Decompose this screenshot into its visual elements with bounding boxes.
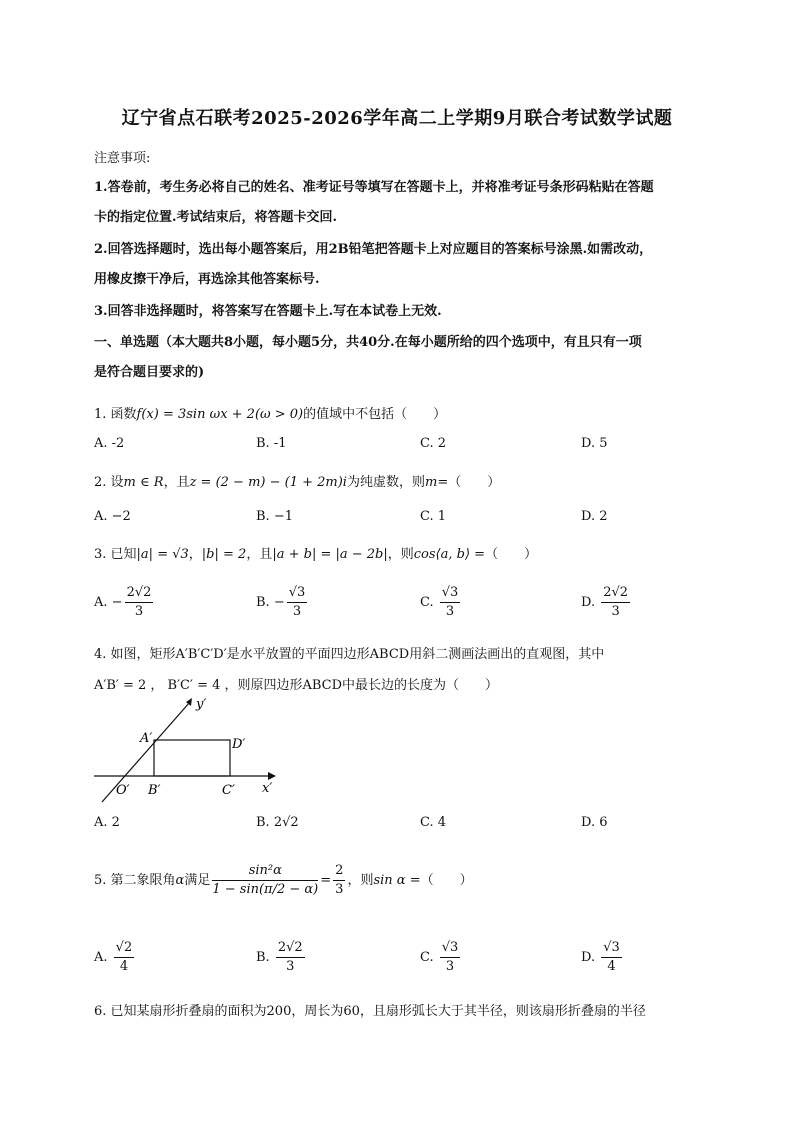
q1-option-c: C. 2 [420, 436, 447, 451]
notice-item-1: 1.答卷前，考生务必将自己的姓名、准考证号等填写在答题卡上，并将准考证号条形码粘贴在答题 [94, 180, 654, 195]
question-3: 3. 已知|a| = √3，|b| = 2，且|a + b| = |a − 2b|，则cos⟨a, b⟩ =（ ） [94, 547, 538, 562]
notice-heading: 注意事项: [94, 151, 151, 166]
rectangle-abcd [154, 740, 230, 776]
q4-option-a: A. 2 [94, 815, 120, 830]
x-label: x′ [262, 781, 273, 796]
q3-option-d: D. $\frac{2√2}{3}$ [581, 585, 629, 619]
notice-item-3: 3.回答非选择题时，将答案写在答题卡上.写在本试卷上无效. [94, 304, 442, 319]
q5-option-b: B. $\frac{2√2}{3}$ [256, 940, 303, 974]
q1-option-d: D. 5 [581, 436, 608, 451]
q5-option-d: D. $\frac{√3}{4}$ [581, 940, 620, 974]
x-axis-arrow [268, 772, 276, 780]
question-6: 6. 已知某扇形折叠扇的面积为200，周长为60，且扇形弧长大于其半径，则该扇形折叠扇的半径 [94, 1004, 646, 1019]
b-label: B′ [148, 783, 161, 798]
q3-option-c: C. $\frac{√3}{3}$ [420, 585, 459, 619]
q1-option-a: A. -2 [94, 436, 125, 451]
q2-option-a: A. −2 [94, 509, 131, 524]
question-2: 2. 设m ∈ R，且z = (2 − m) − (1 + 2m)i为纯虚数，则m=（ ） [94, 475, 501, 490]
notice-item-2-cont: 用橡皮擦干净后，再选涂其他答案标号. [94, 272, 320, 287]
q2-option-d: D. 2 [581, 509, 608, 524]
q4-option-b: B. 2√2 [256, 815, 299, 830]
question-4-cont: A′B′ = 2 ， B′C′ = 4 ，则原四边形ABCD中最长边的长度为（ ） [94, 678, 499, 693]
section-heading: 一、单选题（本大题共8小题，每小题5分，共40分.在每小题所给的四个选项中，有且只有一项 [94, 335, 642, 350]
o-label: O′ [116, 783, 130, 798]
q5-option-a: A. $\frac{√2}{4}$ [94, 940, 133, 974]
q4-option-c: C. 4 [420, 815, 447, 830]
q1-option-b: B. -1 [256, 436, 287, 451]
oblique-projection-figure [90, 696, 280, 806]
section-heading-cont: 是符合题目要求的) [94, 365, 205, 380]
q1-formula: f(x) = 3sin ωx + 2(ω > 0) [136, 407, 304, 422]
q2-option-c: C. 1 [420, 509, 447, 524]
y-label: y′ [196, 697, 207, 712]
notice-item-1-cont: 卡的指定位置.考试结束后，将答题卡交回. [94, 210, 338, 225]
d-label: D′ [232, 737, 246, 752]
question-5: 5. 第二象限角α满足 $\frac{\text{sin²α}}{1 - \sin(\pi/2 - \alpha)}$ = $\frac{2}{3}$ ，则sin α =（ ） [94, 863, 473, 897]
question-4: 4. 如图，矩形A′B′C′D′是水平放置的平面四边形ABCD用斜二测画法画出的直观图，其中 [94, 647, 605, 662]
a-label: A′ [140, 731, 153, 746]
q5-option-c: C. $\frac{√3}{3}$ [420, 940, 459, 974]
notice-item-2: 2.回答选择题时，选出每小题答案后，用2B铅笔把答题卡上对应题目的答案标号涂黑.如需改动， [94, 242, 653, 257]
q2-option-b: B. −1 [256, 509, 293, 524]
c-label: C′ [222, 783, 235, 798]
q4-option-d: D. 6 [581, 815, 608, 830]
q3-option-a: A. − $\frac{2√2}{3}$ [94, 585, 152, 619]
page-title: 辽宁省点石联考2025-2026学年高二上学期9月联合考试数学试题 [121, 108, 673, 129]
q3-option-b: B. − $\frac{√3}{3}$ [256, 585, 306, 619]
question-1: 1. 函数f(x) = 3sin ωx + 2(ω > 0)的值域中不包括（ ） [94, 407, 447, 422]
